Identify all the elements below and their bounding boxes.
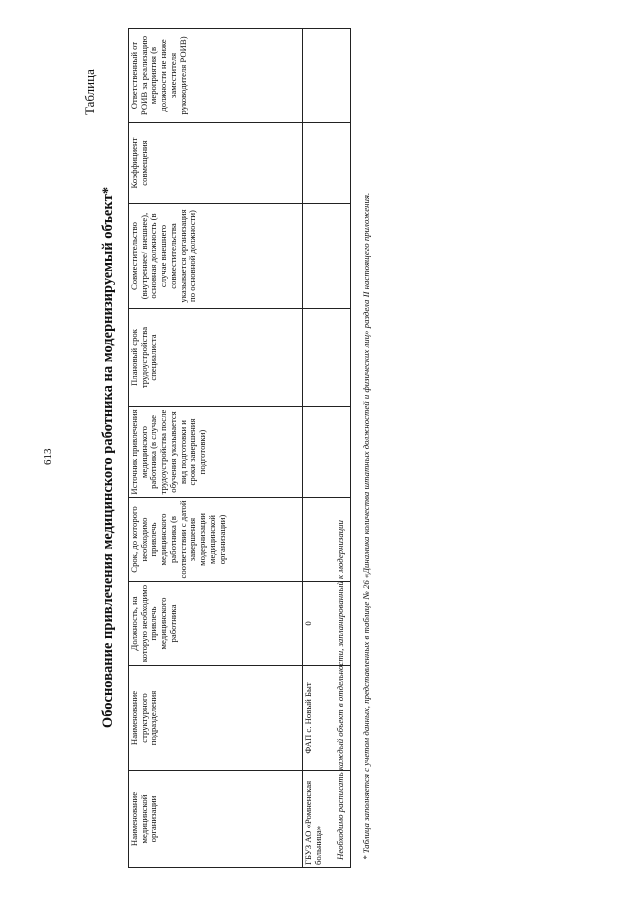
header-cell: Совместительство (внутреннее/ внешнее), основная должность (в случае внешнего совместительства указывается организация по основной должности) (129, 204, 303, 309)
footnote-asterisk: * Таблица заполняется с учетом данных, представленных в таблице № 26 «Динамика количества штатных должностей и физических лиц» раздела II настоящего приложения. (361, 192, 371, 860)
footnote-objects: Необходимо расписать каждый объект в отдельности, запланированный к модернизации (335, 520, 345, 860)
header-cell: Наименование медицинской организации (129, 771, 303, 868)
source-cell (303, 407, 351, 498)
combination-cell (303, 204, 351, 309)
planned-cell (303, 309, 351, 407)
header-cell: Ответственный от РОИВ за реализацию мероприятия (в должности не ниже заместителя руководителя РОИВ) (129, 29, 303, 123)
header-cell: Срок, до которого необходимо привлечь медицинского работника (в соответствии с датой завершения модернизации медицинской организации) (129, 498, 303, 582)
coefficient-cell (303, 123, 351, 204)
table-label: Таблица (82, 69, 97, 115)
responsible-cell (303, 29, 351, 123)
header-cell: Наименование структурного подразделения (129, 666, 303, 771)
header-cell: Источник привлечения медицинского работника (в случае трудоустройства после обучения указывается вид подготовки и сроки завершения подготовки) (129, 407, 303, 498)
position-cell: 0 (303, 582, 351, 666)
header-cell: Плановый срок трудоустройства специалиста (129, 309, 303, 407)
header-row (129, 29, 303, 868)
header-cell: Должность, на которую необходимо привлечь медицинского работника (129, 582, 303, 666)
unit-cell: ФАП с. Новый Быт (303, 666, 351, 771)
header-cell: Коэффициент совмещения (129, 123, 303, 204)
page-title: Обоснование привлечения медицинского работника на модернизируемый объект* (100, 186, 116, 729)
page-number: 613 (42, 448, 54, 465)
org-cell: ГБУЗ АО «Ромненская больница» (303, 771, 351, 868)
justification-table (128, 28, 351, 868)
